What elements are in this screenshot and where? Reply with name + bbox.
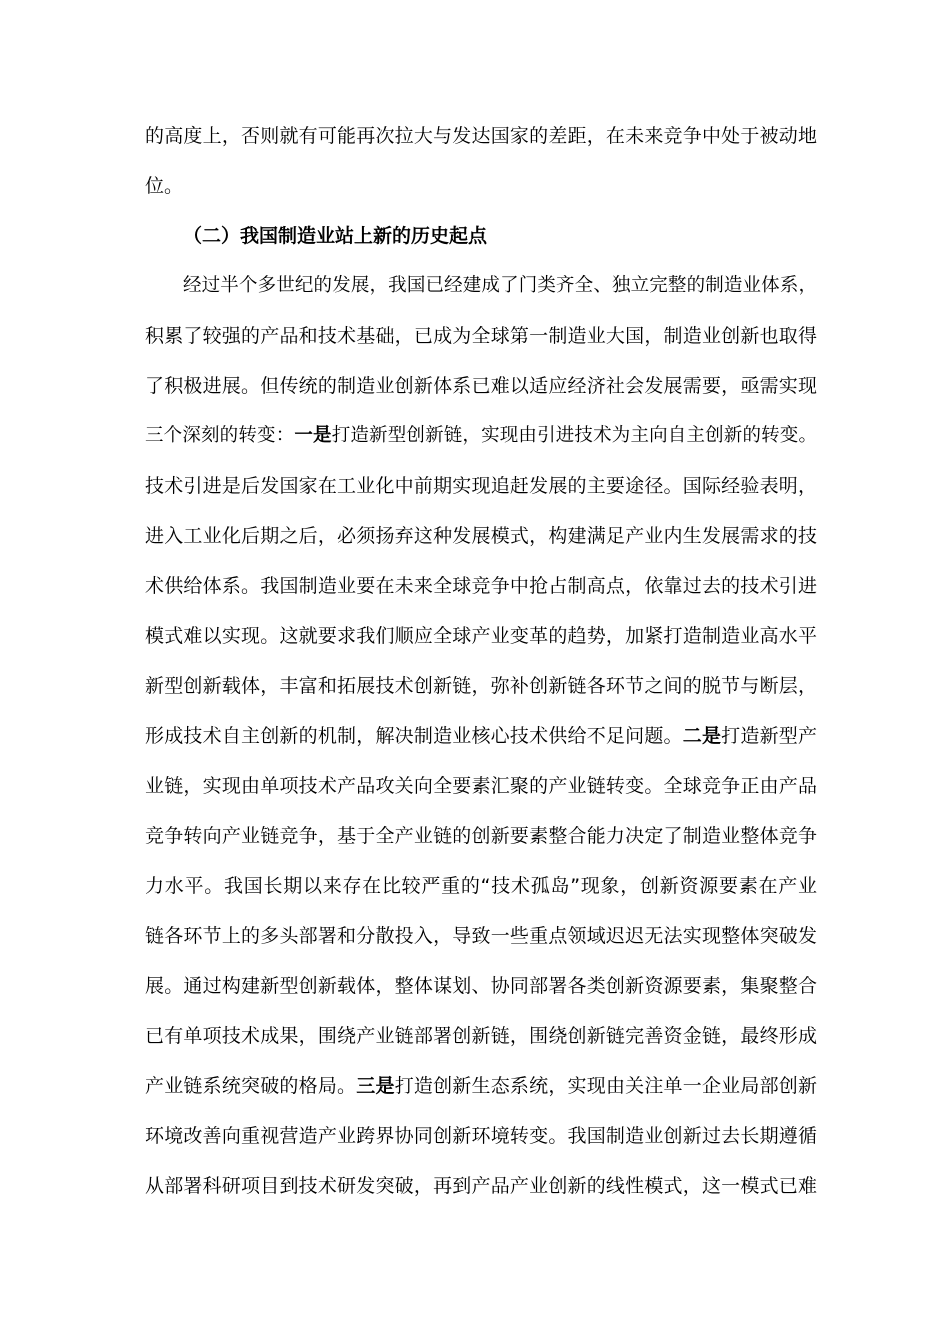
text-segment: 打造新型创新链，实现由引进技术为主向自主创新的转变。 xyxy=(331,425,817,446)
paragraph-line-5 xyxy=(145,371,817,401)
bold-segment: 二是 xyxy=(682,725,722,747)
paragraph-line-17 xyxy=(145,971,817,1001)
text-segment: 打造新型产 xyxy=(721,725,817,747)
text-segment: 展。通过构建新型创新载体，整体谋划、协同部署各类创新资源要素，集聚整合 xyxy=(145,975,817,997)
text-segment: 力水平。我国长期以来存在比较严重的“技术孤岛”现象，创新资源要素在产业 xyxy=(145,875,817,897)
paragraph-line-10 xyxy=(145,621,817,651)
text-segment: 从部署科研项目到技术研发突破，再到产品产业创新的线性模式，这一模式已难 xyxy=(145,1175,817,1197)
section-heading xyxy=(183,221,855,251)
bold-segment: 一是 xyxy=(294,425,332,446)
paragraph-line-6 xyxy=(145,421,817,451)
text-segment: 的高度上，否则就有可能再次拉大与发达国家的差距，在未来竞争中处于被动地 xyxy=(145,125,817,147)
paragraph-line-11 xyxy=(145,671,817,701)
text-segment: 链各环节上的多头部署和分散投入，导致一些重点领域迟迟无法实现整体突破发 xyxy=(145,925,817,947)
paragraph-line-13 xyxy=(145,771,817,801)
paragraph-line-15 xyxy=(145,871,817,901)
paragraph-line-3 xyxy=(183,271,817,301)
paragraph-line-7 xyxy=(145,471,817,501)
paragraph-line-14 xyxy=(145,821,817,851)
text-segment: 位。 xyxy=(145,175,184,197)
paragraph-line-4 xyxy=(145,321,817,351)
paragraph-line-20 xyxy=(145,1121,817,1151)
paragraph-line-9 xyxy=(145,571,817,601)
text-segment: 打造创新生态系统，实现由关注单一企业局部创新 xyxy=(394,1075,817,1097)
paragraph-line-16 xyxy=(145,921,817,951)
text-segment: 积累了较强的产品和技术基础，已成为全球第一制造业大国，制造业创新也取得 xyxy=(145,325,817,347)
text-segment: 环境改善向重视营造产业跨界协同创新环境转变。我国制造业创新过去长期遵循 xyxy=(145,1125,817,1147)
text-segment: 经过半个多世纪的发展，我国已经建成了门类齐全、独立完整的制造业体系， xyxy=(183,275,817,296)
text-segment: 业链，实现由单项技术产品攻关向全要素汇聚的产业链转变。全球竞争正由产品 xyxy=(145,775,817,797)
text-segment: 产业链系统突破的格局。 xyxy=(145,1075,357,1097)
heading-text: （二）我国制造业站上新的历史起点 xyxy=(183,225,488,247)
text-segment: 了积极进展。但传统的制造业创新体系已难以适应经济社会发展需要，亟需实现 xyxy=(145,375,817,397)
text-segment: 已有单项技术成果，围绕产业链部署创新链，围绕创新链完善资金链，最终形成 xyxy=(145,1025,817,1047)
text-segment: 技术引进是后发国家在工业化中前期实现追赶发展的主要途径。国际经验表明， xyxy=(145,475,817,497)
bold-segment: 三是 xyxy=(356,1075,395,1097)
text-segment: 模式难以实现。这就要求我们顺应全球产业变革的趋势，加紧打造制造业高水平 xyxy=(145,625,817,647)
text-segment: 形成技术自主创新的机制，解决制造业核心技术供给不足问题。 xyxy=(145,725,683,747)
paragraph-line-19 xyxy=(145,1071,817,1101)
text-segment: 三个深刻的转变： xyxy=(145,425,295,446)
paragraph-line-1 xyxy=(145,121,817,151)
paragraph-line-21 xyxy=(145,1171,817,1201)
text-segment: 新型创新载体，丰富和拓展技术创新链，弥补创新链各环节之间的脱节与断层， xyxy=(145,675,817,697)
paragraph-line-12 xyxy=(145,721,817,751)
text-segment: 术供给体系。我国制造业要在未来全球竞争中抢占制高点，依靠过去的技术引进 xyxy=(145,575,817,597)
paragraph-line-2 xyxy=(145,171,817,201)
paragraph-line-18 xyxy=(145,1021,817,1051)
text-segment: 进入工业化后期之后，必须扬弃这种发展模式，构建满足产业内生发展需求的技 xyxy=(145,525,817,547)
paragraph-line-8 xyxy=(145,521,817,551)
text-segment: 竞争转向产业链竞争，基于全产业链的创新要素整合能力决定了制造业整体竞争 xyxy=(145,825,817,847)
